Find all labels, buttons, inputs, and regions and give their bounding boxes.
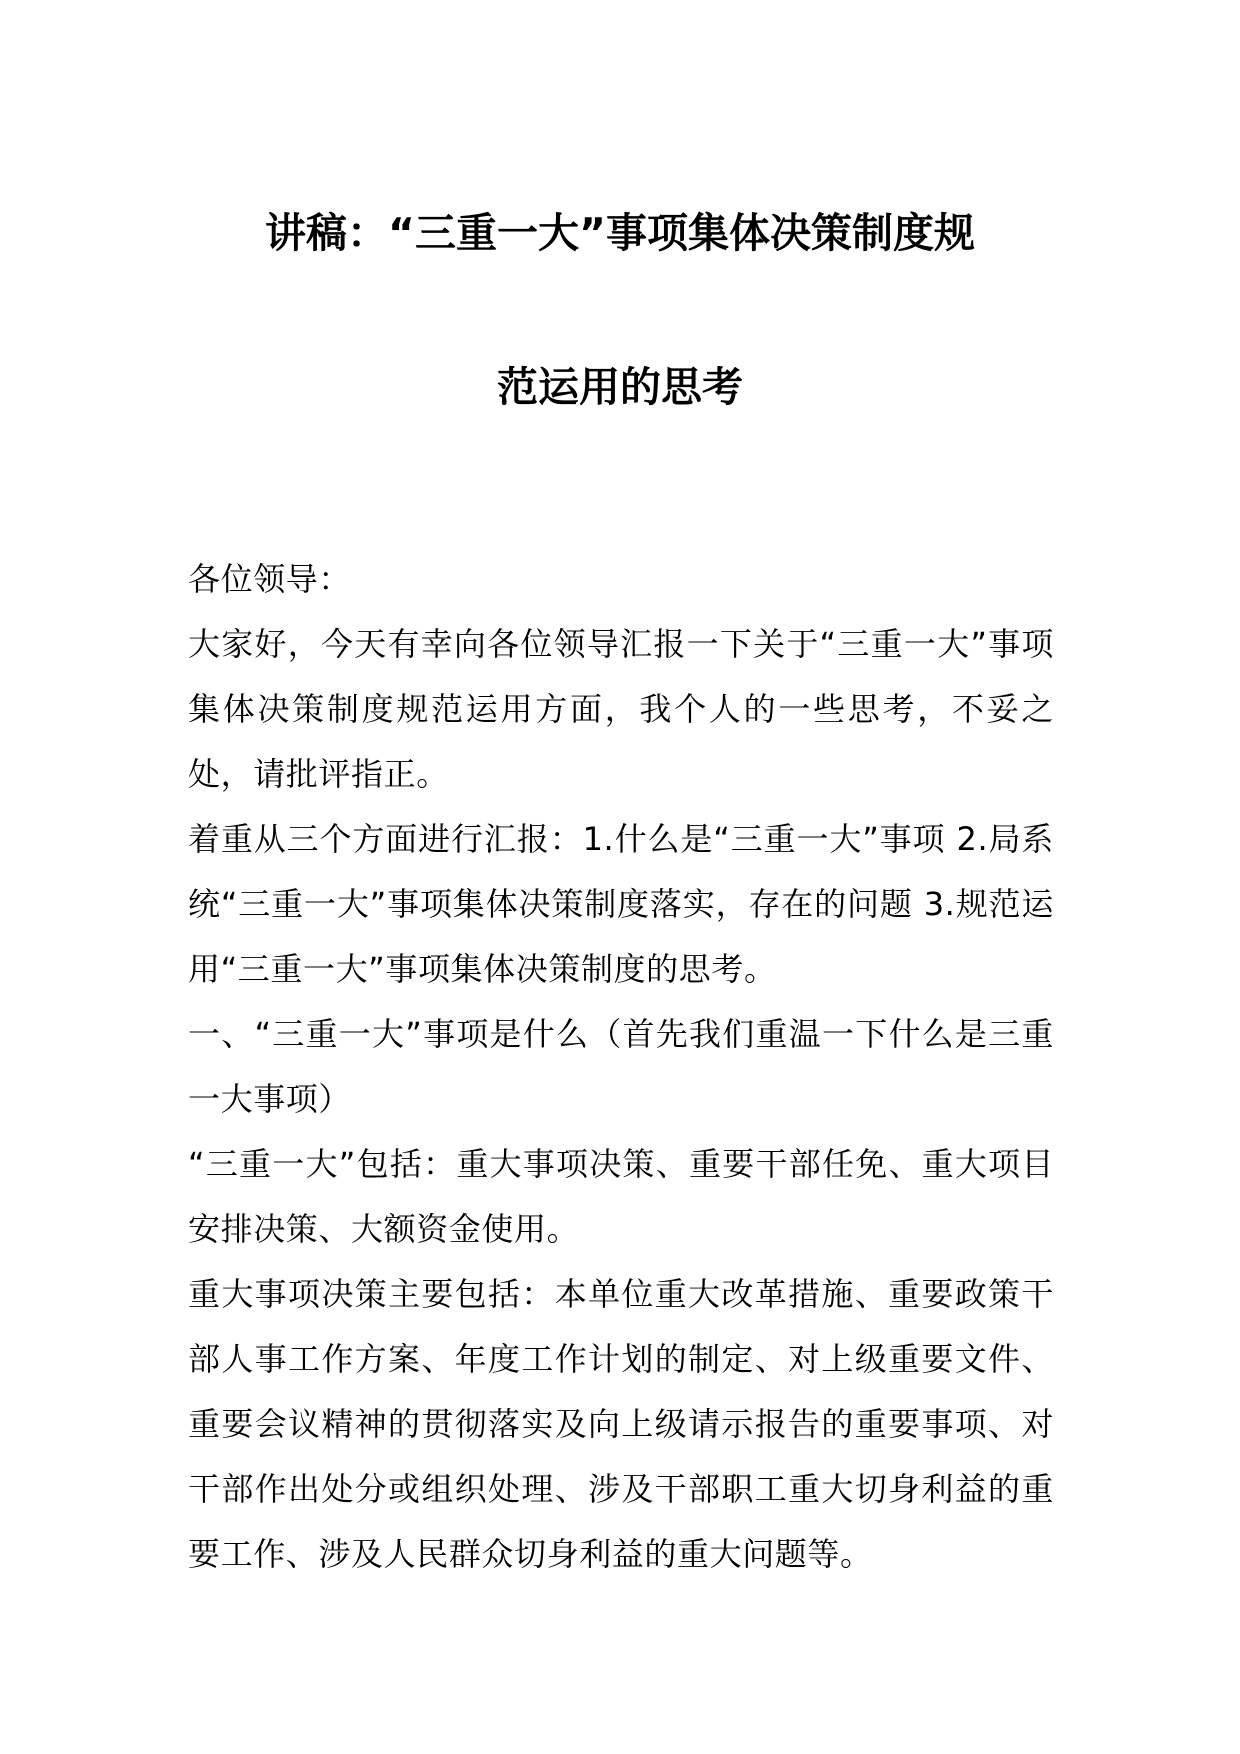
body-paragraph: 大家好，今天有幸向各位领导汇报一下关于“三重一大”事项集体决策制度规范运用方面，我个人的一些思考，不妥之处，请批评指正。 (188, 625, 1054, 793)
document-title-line-2: 范运用的思考 (497, 363, 743, 411)
body-paragraph: “三重一大”包括：重大事项决策、重要干部任免、重大项目安排决策、大额资金使用。 (188, 1145, 1054, 1248)
body-paragraph: 着重从三个方面进行汇报：1.什么是“三重一大”事项 2.局系统“三重一大”事项集体决策制度落实，存在的问题 3.规范运用“三重一大”事项集体决策制度的思考。 (188, 820, 1054, 988)
document-title-line-1: 讲稿：“三重一大”事项集体决策制度规 (265, 209, 975, 257)
section-heading: 一、“三重一大”事项是什么（首先我们重温一下什么是三重一大事项） (188, 1015, 1054, 1118)
document-body (188, 547, 1054, 1587)
body-paragraph: 重大事项决策主要包括：本单位重大改革措施、重要政策干部人事工作方案、年度工作计划的制定、对上级重要文件、重要会议精神的贯彻落实及向上级请示报告的重要事项、对干部作出处分或组织处理、涉及干部职工重大切身利益的重要工作、涉及人民群众切身利益的重大问题等。 (188, 1275, 1054, 1573)
salutation: 各位领导： (188, 560, 352, 598)
